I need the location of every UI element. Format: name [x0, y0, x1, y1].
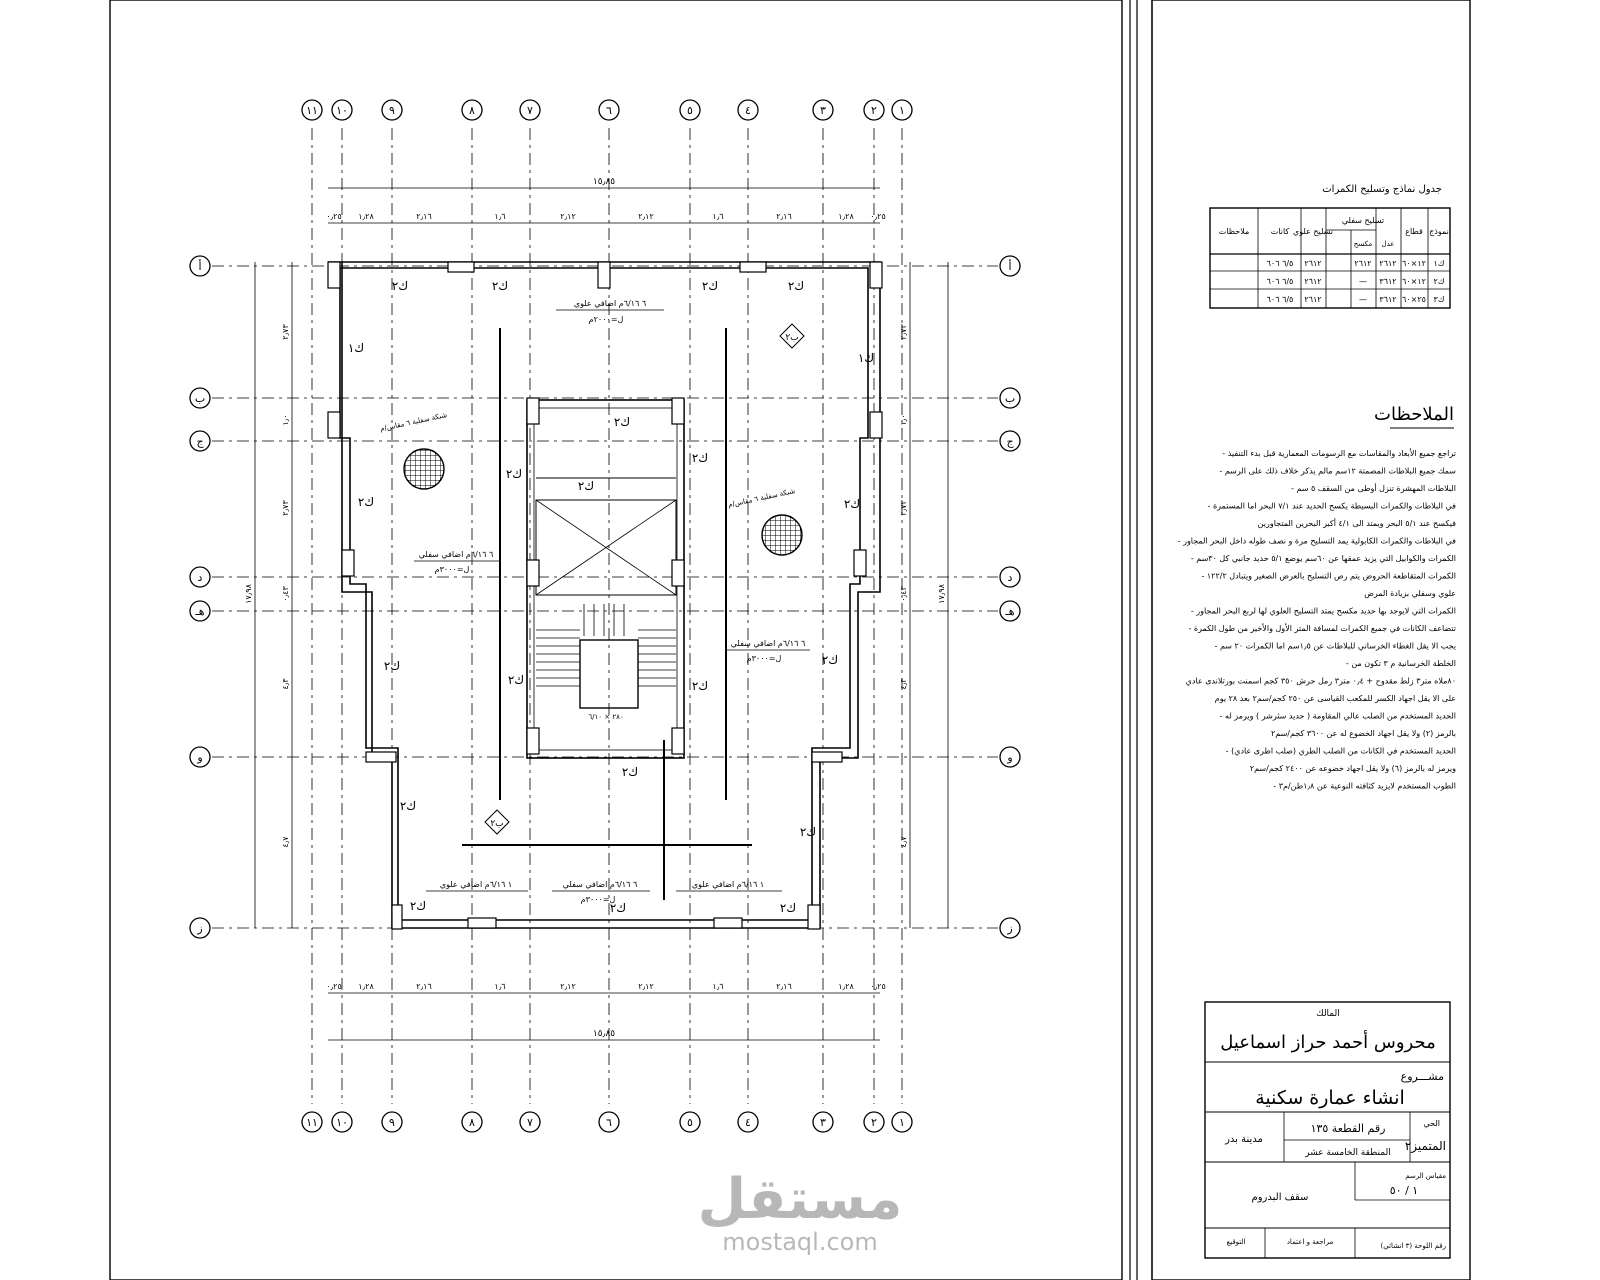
span-dim: ٢٫١٦ [416, 212, 432, 221]
table-cell: ١٢×٦٠ [1402, 277, 1426, 286]
note-item: - الحديد المستخدم في الكانات من الصلب الطري (صلب اطرى عادي) [1225, 746, 1456, 756]
table-cell: ٣٦١٢ [1379, 295, 1397, 304]
column [342, 550, 354, 576]
note-item: - البلاطات المهشرة تنزل أوطى من السقف ٥ سم [1291, 484, 1456, 493]
span-dim: ١٫٢٨ [838, 982, 854, 991]
district-value: المتميز٢ [1404, 1139, 1446, 1153]
slab-opening-right [762, 515, 802, 555]
district-label: الحي [1423, 1119, 1440, 1128]
rebar-bottom-length: ل=٣٠٠٠م [746, 654, 782, 663]
table-cell: ك١ [1433, 259, 1445, 268]
column [870, 412, 882, 438]
vertical-span-dim: ١٫٠ [281, 414, 290, 426]
column [854, 550, 866, 576]
column [328, 262, 340, 288]
span-dim: ٢٫١٦ [776, 982, 792, 991]
column [870, 262, 882, 288]
rebar-bottom-length: ل=٣٠٠٠م [580, 895, 616, 904]
beam-label: ك٢ [701, 279, 719, 293]
beam-label: ك٢ [409, 899, 427, 913]
beam-label: ك٢ [779, 901, 797, 915]
beam-label: ك٢ [507, 673, 525, 687]
vertical-span-dim: ٤٫٧ [899, 836, 908, 848]
note-item: - تتضاعف الكانات في جميع الكمرات لمسافة المتر الأول والأخير من طول الكمرة [1188, 624, 1456, 633]
rebar-bottom-length: ل=٣٠٠٠م [434, 565, 470, 574]
column [672, 560, 684, 586]
vertical-span-dim: ٠٫٤٣ [281, 586, 290, 602]
total-height-dim: ١٧٫٩٨ [244, 584, 253, 604]
column [392, 905, 402, 929]
note-item: - الكمرات والكوابيل التي يزيد عمقها عن ٦٠سم يوضع ٥/١ حديد جانبي كل ٣٠سم [1190, 554, 1456, 563]
table-cell: ٦/٥ ٦٠٦ [1266, 295, 1294, 304]
grid-bubble-label: ب [1004, 392, 1016, 405]
beam-label: ك٢ [621, 765, 639, 779]
note-item: بالرمز (٢) ولا يقل اجهاد الخضوع له عن ٣٦٠٠ كجم/سم٢ [1270, 729, 1456, 738]
column [714, 918, 742, 928]
beam-label: ك٢ [787, 279, 805, 293]
grid-bubble-label: ٥ [687, 104, 693, 117]
table-cell: ٢٦١٢ [1304, 259, 1322, 268]
title-block [1205, 1002, 1450, 1258]
grid-bubble-label: ٣ [820, 104, 826, 117]
note-item: - الكمرات التي لايوجد بها حديد مكسح يمتد التسليح العلوي لها لربع البحر المجاور [1190, 606, 1456, 616]
horizontal-grid-axes [190, 256, 1020, 938]
column [740, 262, 766, 272]
grid-bubble-label: ٨ [469, 1116, 475, 1129]
column [527, 560, 539, 586]
grid-bubble-label: ٨ [469, 104, 475, 117]
staircase [536, 604, 676, 708]
rebar-bottom-label: ٦ ٦/١٦م اضافي سفلي [730, 639, 806, 648]
table-cell: ٢٦١٢ [1354, 259, 1372, 268]
beam-label: ك٢ [799, 825, 817, 839]
grid-bubble-label: أ [1008, 260, 1012, 273]
grid-bubble-label: ج [1006, 435, 1014, 448]
beam-label: ك١ [857, 351, 875, 365]
table-cell: ٣٦١٢ [1379, 277, 1397, 286]
vertical-span-dim: ٤٫٣ [899, 678, 908, 690]
slab-mark-label: ب٢ [785, 333, 799, 343]
note-item: علوي وسفلي بزيادة المرض [1364, 589, 1456, 598]
grid-bubble-label: د [1007, 571, 1013, 584]
review-label: مراجعة و اعتماد [1286, 1238, 1334, 1246]
stair-label: ٢٨٠ × ٦/١٠ [588, 713, 624, 721]
grid-bubble-label: ز [1007, 922, 1013, 935]
beam-label: ك٢ [383, 659, 401, 673]
subheader-straight: عدل [1381, 240, 1395, 248]
beam-schedule-table [1210, 184, 1450, 308]
signature-label: التوقيع [1226, 1238, 1246, 1246]
owner-label: المالك [1316, 1009, 1340, 1019]
grid-bubble-label: هـ [1005, 605, 1015, 618]
span-dim: ١٫٦ [712, 982, 724, 991]
header-bottom-rebar: تسليح سفلي [1341, 216, 1385, 225]
column [527, 728, 539, 754]
city: مدينة بدر [1225, 1134, 1263, 1145]
vertical-span-dim: ١٫٠ [899, 414, 908, 426]
drawing-name: سقف البدروم [1251, 1192, 1309, 1203]
grid-bubble-label: ٧ [527, 1116, 533, 1129]
grid-bubble-label: ١ [899, 1116, 905, 1129]
span-dim: ٠٫٢٥ [870, 982, 886, 991]
grid-bubble-label: ٧ [527, 104, 533, 117]
table-cell: ٢٦١٢ [1304, 277, 1322, 286]
beam-label: ك٢ [399, 799, 417, 813]
table-cell: ٦/٥ ٦٠٦ [1266, 259, 1294, 268]
rebar-top-label: ٦ ٦/١٦م اضافي علوي [573, 299, 647, 308]
grid-bubble-label: ١ [899, 104, 905, 117]
column [812, 752, 842, 762]
table-cell: ٦/٥ ٦٠٦ [1266, 277, 1294, 286]
subheader-bent: مكسح [1353, 240, 1373, 248]
beam-label: ك٢ [577, 479, 595, 493]
table-cell: ك٢ [1433, 277, 1445, 286]
span-dim: ٠٫٢٥ [326, 982, 342, 991]
column [598, 262, 610, 288]
table-cell: ك٣ [1433, 295, 1445, 304]
grid-bubble-label: ٦ [606, 1116, 612, 1129]
grid-bubble-label: ٦ [606, 104, 612, 117]
core-walls [527, 400, 684, 758]
grid-bubble-label: ٩ [389, 104, 395, 117]
note-item: على الا يقل اجهاد الكسر للمكعب القياسى عن ٢٥٠ كجم/سم٢ بعد ٢٨ يوم [1214, 694, 1456, 703]
header-stirrups: كانات [1270, 227, 1290, 236]
table-cell: ٢٥×٦٠ [1402, 295, 1426, 304]
grid-bubble-label: ١٠ [336, 104, 348, 117]
slab-mark-label: ب٢ [490, 819, 504, 829]
span-dim: ٢٫١٢ [638, 982, 654, 991]
span-dim: ٢٫١٢ [560, 982, 576, 991]
note-item: ٨٠ملاه متر٣ زلط مقدوح + ٠٫٤ متر٣ رمل حرش ٣٥٠ كجم اسمنت بورتلاندى عادي [1185, 676, 1456, 686]
column [808, 905, 820, 929]
vertical-span-dim: ٢٫٧٣ [281, 500, 290, 516]
vertical-span-dim: ٢٫٧٣ [899, 324, 908, 340]
scale-value: ١ / ٥٠ [1389, 1184, 1419, 1197]
grid-bubble-label: ٩ [389, 1116, 395, 1129]
project-label: مشـــروع [1400, 1070, 1444, 1083]
total-width-dim: ١٥٫٨٥ [592, 1029, 616, 1039]
watermark-url: mostaql.com [722, 1228, 878, 1256]
owner-name: محروس أحمد حراز اسماعيل [1220, 1032, 1436, 1053]
slab-opening-left [404, 449, 444, 489]
rebar-extra-label: ١ ٦/١٦م اضافي علوي [439, 880, 513, 889]
note-item: - في البلاطات والكمرات البسيطة يكسح الحديد عند ٧/١ البحر اما المستمرة [1207, 501, 1456, 511]
table-cell: ٢٦١٢ [1304, 295, 1322, 304]
beam-label: ك٢ [821, 653, 839, 667]
header-notes: ملاحظات [1218, 227, 1250, 236]
beam-label: ك٢ [491, 279, 509, 293]
column [448, 262, 474, 272]
beam-label: ك٢ [357, 495, 375, 509]
grid-bubble-label: و [197, 751, 203, 764]
column [672, 398, 684, 424]
grid-bubble-label: ز [197, 922, 203, 935]
zone: المنطقة الخامسة عشر [1305, 1148, 1391, 1158]
total-width-dim: ١٥٫٨٥ [592, 177, 616, 187]
note-item: - الخلطة الخرسانية م ٣ تكون من [1345, 659, 1456, 668]
beam-label: ك٢ [391, 279, 409, 293]
span-dim: ١٫٢٨ [358, 212, 374, 221]
header-model: نموذج [1429, 227, 1449, 236]
column [672, 728, 684, 754]
rebar-bottom-label: ٦ ٦/١٦م اضافي سفلي [562, 880, 638, 889]
rebar-labels [379, 299, 805, 904]
general-notes [1178, 404, 1457, 791]
vertical-span-dim: ٠٫٤٣ [899, 586, 908, 602]
watermark [698, 1167, 903, 1256]
opening-note: شبكة سفلية ٦ مقاس/م [727, 487, 796, 510]
grid-bubble-label: ب [194, 392, 206, 405]
rebar-bottom-label: ٦ ٦/١٦م اضافي سفلي [418, 550, 494, 559]
grid-bubble-label: ٣ [820, 1116, 826, 1129]
vertical-span-dim: ٢٫٧٣ [899, 500, 908, 516]
sheet-number: رقم اللوحة (٣ انشائي) [1380, 1242, 1446, 1250]
project-name: انشاء عمارة سكنية [1255, 1087, 1405, 1109]
note-item: - الطوب المستخدم لايزيد كثافته النوعية عن ١٫٨طن/م٣ [1273, 781, 1456, 791]
span-dim: ٢٫١٦ [776, 212, 792, 221]
span-dim: ٠٫٢٥ [870, 212, 886, 221]
beam-labels [348, 279, 874, 915]
slab-mark-bottom [485, 810, 509, 834]
note-item: - الحديد المستخدم من الصلب عالي المقاومة ( حديد سثرشر ) ويرمز له [1219, 711, 1456, 721]
table-cell: ٢٦١٢ [1379, 259, 1397, 268]
span-dim: ٢٫١٦ [416, 982, 432, 991]
beam-label: ك١ [347, 341, 365, 355]
grid-bubble-label: ١٠ [336, 1116, 348, 1129]
beam-label: ك٢ [505, 467, 523, 481]
grid-bubble-label: ٢ [871, 104, 877, 117]
grid-bubble-label: ج [196, 435, 204, 448]
table-title: جدول نماذج وتسليح الكمرات [1322, 184, 1442, 195]
grid-bubble-label: ١١ [306, 104, 318, 117]
note-item: - سمك جميع البلاطات المصمتة ١٢سم مالم يذكر خلاف ذلك على الرسم [1219, 466, 1456, 476]
note-item: - يجب الا يقل الغطاء الخرساني للبلاطات عن ١٫٥سم اما الكمرات ٢٠ سم [1214, 641, 1456, 651]
column [468, 918, 496, 928]
header-top-rebar: تسليح علوي [1293, 227, 1333, 236]
grid-bubble-label: د [197, 571, 203, 584]
total-height-dim: ١٧٫٩٨ [937, 584, 946, 604]
note-item: فيكسح عند ٥/١ البحر ويمتد الى ٤/١ أكبر البحرين المتجاورين [1257, 519, 1456, 528]
beam-label: ك٢ [691, 451, 709, 465]
scale-label: مقياس الرسم [1405, 1172, 1446, 1180]
watermark-logo-text: مستقل [697, 1167, 903, 1232]
vertical-span-dim: ٤٫٣ [281, 678, 290, 690]
grid-bubble-label: ٥ [687, 1116, 693, 1129]
note-item: - في البلاطات والكمرات الكابولية يمد التسليح مرة و نصف طوله داخل البحر المجاور [1177, 536, 1456, 546]
note-item: - تراجع جميع الأبعاد والمقاسات مع الرسومات المعمارية قبل بدء التنفيذ [1222, 449, 1456, 458]
vertical-span-dim: ٢٫٧٣ [281, 324, 290, 340]
span-dim: ١٫٦ [494, 212, 506, 221]
table-cell: ١٢×٦٠ [1402, 259, 1426, 268]
opening-note: شبكة سفلية ٦ مقاس/م [379, 411, 448, 434]
grid-bubble-label: أ [198, 260, 202, 273]
grid-bubble-label: و [1007, 751, 1013, 764]
span-dim: ١٫٦ [494, 982, 506, 991]
beam-label: ك٢ [609, 901, 627, 915]
slab-mark-top [780, 324, 804, 348]
table-cell: — [1359, 277, 1367, 286]
beams [414, 310, 810, 900]
grid-bubble-label: ٤ [745, 1116, 751, 1129]
grid-bubble-label: ٤ [745, 104, 751, 117]
notes-title: الملاحظات [1374, 404, 1454, 425]
table-cell: — [1359, 295, 1367, 304]
span-dim: ٢٫١٢ [560, 212, 576, 221]
span-dim: ٠٫٢٥ [326, 212, 342, 221]
span-dim: ١٫٢٨ [358, 982, 374, 991]
rebar-top-length: ل=٢٠٠٠م [588, 315, 624, 324]
vertical-span-dim: ٤٫٧ [281, 836, 290, 848]
note-item: - الكمرات المتقاطعة الحروض يتم رص التسليح بالعرض الصغير ويتبادل ١٢٢/٢ [1201, 571, 1456, 581]
plot-number: رقم القطعة ١٣٥ [1310, 1122, 1386, 1135]
column [527, 398, 539, 424]
span-dim: ١٫٢٨ [838, 212, 854, 221]
grid-bubble-label: ٢ [871, 1116, 877, 1129]
note-item: ويرمز له بالرمز (٦) ولا يقل اجهاد خضوعه عن ٢٤٠٠ كجم/سم٢ [1249, 764, 1456, 773]
column [366, 752, 396, 762]
header-section: قطاع [1405, 227, 1423, 236]
span-dim: ٢٫١٢ [638, 212, 654, 221]
column [328, 412, 340, 438]
beam-label: ك٢ [613, 415, 631, 429]
beam-label: ك٢ [691, 679, 709, 693]
building-outline [328, 262, 880, 928]
rebar-extra-label: ١ ٦/١٦م اضافي علوي [691, 880, 765, 889]
grid-bubble-label: هـ [195, 605, 205, 618]
grid-bubble-label: ١١ [306, 1116, 318, 1129]
vertical-grid-axes [302, 100, 912, 1132]
span-dim: ١٫٦ [712, 212, 724, 221]
beam-label: ك٢ [843, 497, 861, 511]
